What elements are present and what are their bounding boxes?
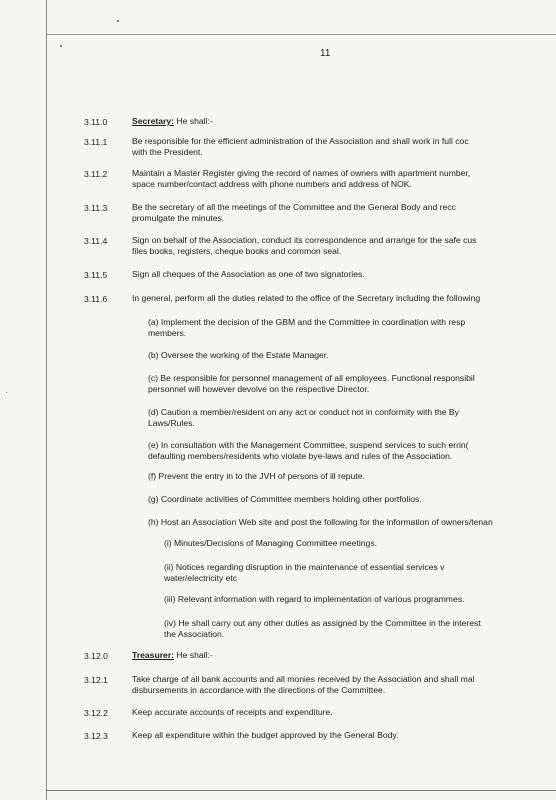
text-line: water/electricity etc [164, 573, 238, 583]
bottom-rule [46, 790, 556, 791]
text-line: (b) Oversee the working of the Estate Manager. [148, 350, 329, 360]
secretary-heading: Secretary: [132, 116, 175, 126]
section-text [132, 235, 476, 257]
duty-item [148, 373, 475, 395]
web-item [164, 562, 444, 584]
text-line: (f) Prevent the entry in to the JVH of persons of ill repute. [148, 471, 365, 481]
treasurer-heading: Treasurer: [132, 650, 175, 660]
section-text [132, 136, 469, 158]
text-line: (e) In consultation with the Management Committee, suspend services to such errin( [148, 440, 469, 450]
text-line: defaulting members/residents who violate bye-laws and rules of the Association. [148, 451, 453, 461]
text-line: Be responsible for the efficient administration of the Association and shall work in full coc [132, 136, 469, 146]
duty-item [148, 350, 329, 361]
section-number: 3.11.5 [84, 270, 108, 280]
page-number: 11 [320, 48, 331, 59]
text-line: promulgate the minutes. [132, 213, 225, 223]
section-text [132, 674, 475, 696]
section-number: 3.11.1 [84, 137, 108, 147]
text-line: Laws/Rules. [148, 418, 195, 428]
section-number: 3.12.2 [84, 708, 108, 718]
text-line: (i) Minutes/Decisions of Managing Committee meetings. [164, 538, 378, 548]
text-line: (d) Caution a member/resident on any act or conduct not in conformity with the By [148, 407, 459, 417]
text-line: In general, perform all the duties related to the office of the Secretary including the following [132, 293, 481, 303]
section-text [132, 202, 456, 224]
section-text [132, 730, 398, 741]
text-line: Sign on behalf of the Association, conduct its correspondence and arrange for the safe cus [132, 235, 477, 245]
duty-item [148, 517, 493, 528]
text-line: (a) Implement the decision of the GBM and the Committee in coordination with resp [148, 317, 466, 327]
section-number: 3.12.3 [84, 731, 108, 741]
section-number: 3.11.3 [84, 203, 108, 213]
web-item [164, 618, 481, 640]
duty-item [148, 471, 365, 482]
text-line: (c) Be responsible for personnel management of all employees. Functional responsibil [148, 373, 475, 383]
text-line: disbursements in accordance with the directions of the Committee. [132, 685, 386, 695]
web-item [164, 594, 464, 605]
text-line: (iii) Relevant information with regard to implementation of various programmes. [164, 594, 465, 604]
margin-line [46, 0, 47, 800]
text-line: personnel will however devolve on the respective Director. [148, 384, 370, 394]
text-line: with the President. [132, 147, 203, 157]
text-line: Keep accurate accounts of receipts and expenditure. [132, 707, 333, 717]
section-number: 3.11.4 [84, 236, 108, 246]
section-text [132, 168, 470, 190]
text-line: (g) Coordinate activities of Committee members holding other portfolios. [148, 494, 422, 504]
section-number: 3.12.0 [84, 651, 108, 661]
text-line: Keep all expenditure within the budget approved by the General Body. [132, 730, 399, 740]
section-heading [132, 116, 213, 127]
scan-speck [117, 20, 119, 22]
text-line: members. [148, 328, 187, 338]
section-number: 3.11.0 [84, 117, 108, 127]
heading-suffix: He shall:- [174, 116, 213, 126]
section-number: 3.11.2 [84, 169, 108, 179]
section-heading [132, 650, 213, 661]
text-line: (iv) He shall carry out any other duties as assigned by the Committee in the interest [164, 618, 481, 628]
web-item [164, 538, 377, 549]
text-line: the Association. [164, 629, 225, 639]
section-number: 3.12.1 [84, 675, 108, 685]
scan-speck [6, 392, 7, 393]
text-line: Be the secretary of all the meetings of the Committee and the General Body and recc [132, 202, 456, 212]
text-line: files books, registers, cheque books and common seal. [132, 246, 342, 256]
section-text [132, 707, 333, 718]
duty-item [148, 440, 469, 462]
section-number: 3.11.6 [84, 294, 108, 304]
scan-speck [60, 45, 62, 47]
top-rule [46, 34, 556, 35]
heading-suffix: He shall:- [174, 650, 213, 660]
text-line: (h) Host an Association Web site and post the following for the information of owners/tenan [148, 517, 493, 527]
text-line: space number/contact address with phone numbers and address of NOK. [132, 179, 412, 189]
text-line: Take charge of all bank accounts and all monies received by the Association and shall mal [132, 674, 475, 684]
text-line: Sign all cheques of the Association as one of two signatories. [132, 269, 365, 279]
duty-item [148, 494, 422, 505]
text-line: (ii) Notices regarding disruption in the maintenance of essential services v [164, 562, 445, 572]
section-text [132, 269, 365, 280]
section-text [132, 293, 480, 304]
text-line: Maintain a Master Register giving the record of names of owners with apartment number, [132, 168, 471, 178]
duty-item [148, 317, 465, 339]
duty-item [148, 407, 459, 429]
